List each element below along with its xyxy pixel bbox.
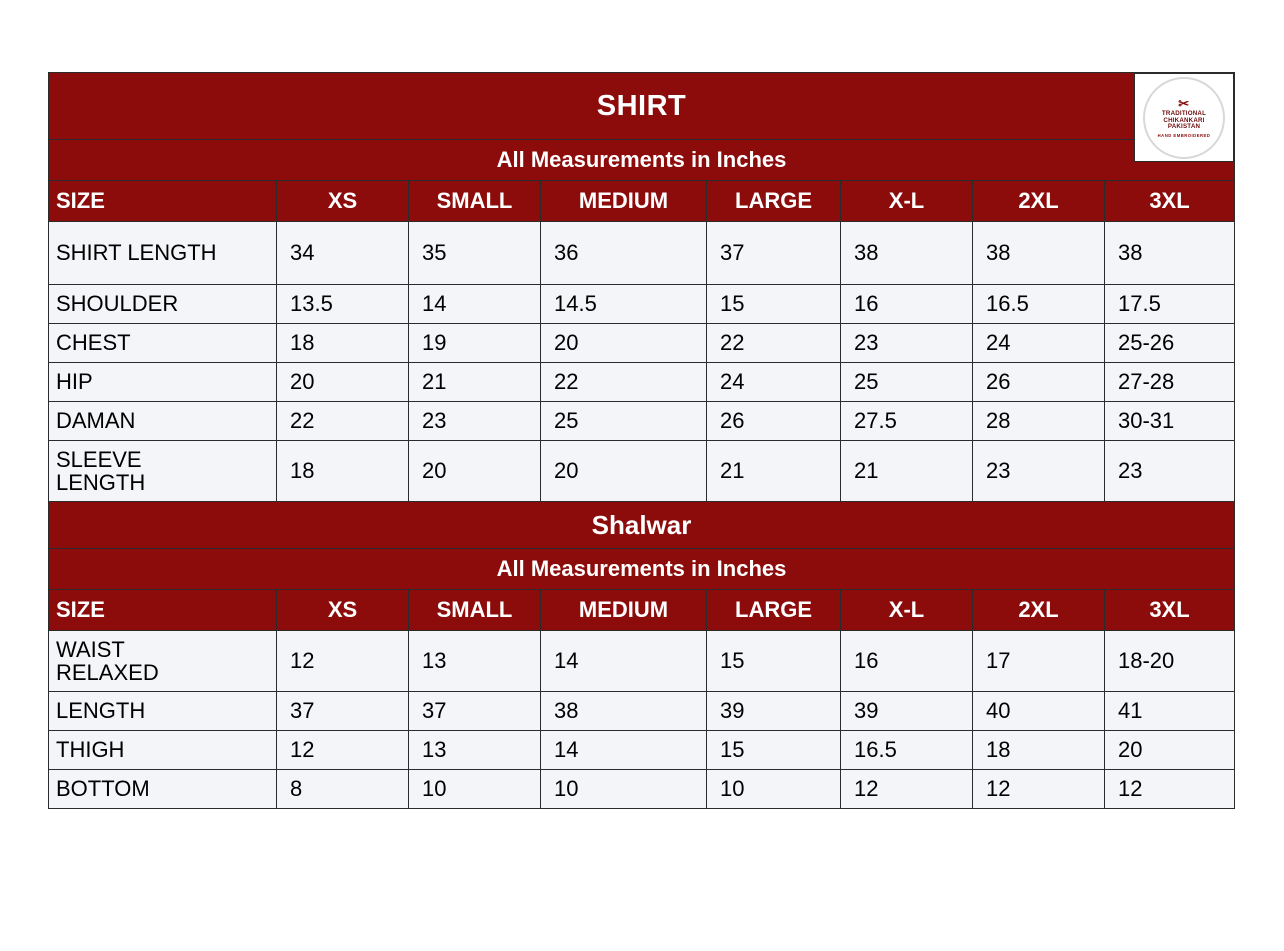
cell-value: 22 [277, 402, 409, 441]
cell-value: 38 [841, 222, 973, 285]
size-chart-table [48, 72, 1235, 809]
cell-value: 35 [409, 222, 541, 285]
shalwar-col-medium: MEDIUM [541, 590, 707, 631]
shirt-col-medium: MEDIUM [541, 181, 707, 222]
cell-value: 16 [841, 285, 973, 324]
row-label: SHOULDER [49, 285, 277, 324]
shalwar-title: Shalwar [49, 502, 1235, 549]
shirt-title-band [49, 73, 1235, 140]
table-row [49, 402, 1235, 441]
cell-value: 14 [541, 631, 707, 692]
cell-value: 10 [541, 770, 707, 809]
shalwar-col-xl: X-L [841, 590, 973, 631]
cell-value: 12 [1105, 770, 1235, 809]
cell-value: 28 [973, 402, 1105, 441]
cell-value: 14 [409, 285, 541, 324]
cell-value: 13 [409, 631, 541, 692]
cell-value: 20 [1105, 731, 1235, 770]
cell-value: 39 [707, 692, 841, 731]
cell-value: 27-28 [1105, 363, 1235, 402]
brand-logo [1134, 73, 1234, 162]
row-label: BOTTOM [49, 770, 277, 809]
table-row [49, 363, 1235, 402]
cell-value: 17 [973, 631, 1105, 692]
shalwar-col-2xl: 2XL [973, 590, 1105, 631]
cell-value: 34 [277, 222, 409, 285]
cell-value: 21 [841, 441, 973, 502]
cell-value: 37 [707, 222, 841, 285]
cell-value: 41 [1105, 692, 1235, 731]
cell-value: 36 [541, 222, 707, 285]
table-row [49, 441, 1235, 502]
cell-value: 12 [277, 731, 409, 770]
cell-value: 18 [277, 324, 409, 363]
cell-value: 10 [707, 770, 841, 809]
cell-value: 8 [277, 770, 409, 809]
shalwar-col-small: SMALL [409, 590, 541, 631]
cell-value: 23 [841, 324, 973, 363]
cell-value: 24 [973, 324, 1105, 363]
cell-value: 24 [707, 363, 841, 402]
cell-value: 16.5 [841, 731, 973, 770]
row-label: LENGTH [49, 692, 277, 731]
cell-value: 15 [707, 285, 841, 324]
shalwar-col-3xl: 3XL [1105, 590, 1235, 631]
cell-value: 13.5 [277, 285, 409, 324]
shirt-subtitle: All Measurements in Inches [49, 140, 1235, 181]
cell-value: 12 [841, 770, 973, 809]
cell-value: 12 [973, 770, 1105, 809]
row-label: CHEST [49, 324, 277, 363]
cell-value: 38 [1105, 222, 1235, 285]
shalwar-col-size: SIZE [49, 590, 277, 631]
cell-value: 20 [277, 363, 409, 402]
cell-value: 22 [707, 324, 841, 363]
cell-value: 14 [541, 731, 707, 770]
cell-value: 15 [707, 631, 841, 692]
table-row [49, 631, 1235, 692]
cell-value: 25-26 [1105, 324, 1235, 363]
shirt-title: SHIRT [596, 90, 687, 122]
cell-value: 18-20 [1105, 631, 1235, 692]
shirt-col-2xl: 2XL [973, 181, 1105, 222]
shalwar-subtitle-row [49, 549, 1235, 590]
row-label: WAIST RELAXED [49, 631, 277, 692]
logo-line-2: CHIKANKARI [1163, 116, 1205, 124]
logo-line-1: TRADITIONAL [1161, 110, 1207, 118]
logo-line-3: PAKISTAN [1167, 123, 1201, 131]
row-label: DAMAN [49, 402, 277, 441]
table-row [49, 285, 1235, 324]
table-row [49, 692, 1235, 731]
shirt-subtitle-row [49, 140, 1235, 181]
shirt-col-small: SMALL [409, 181, 541, 222]
cell-value: 17.5 [1105, 285, 1235, 324]
shirt-title-row [49, 73, 1235, 140]
cell-value: 15 [707, 731, 841, 770]
cell-value: 37 [277, 692, 409, 731]
cell-value: 30-31 [1105, 402, 1235, 441]
table-row [49, 731, 1235, 770]
cell-value: 21 [409, 363, 541, 402]
cell-value: 20 [409, 441, 541, 502]
cell-value: 25 [841, 363, 973, 402]
shalwar-subtitle: All Measurements in Inches [49, 549, 1235, 590]
shirt-col-size: SIZE [49, 181, 277, 222]
shirt-col-large: LARGE [707, 181, 841, 222]
cell-value: 37 [409, 692, 541, 731]
cell-value: 20 [541, 324, 707, 363]
shirt-header-row [49, 181, 1235, 222]
needle-thread-icon: ✂ [1178, 95, 1190, 111]
cell-value: 38 [541, 692, 707, 731]
cell-value: 26 [973, 363, 1105, 402]
row-label: SLEEVE LENGTH [49, 441, 277, 502]
shalwar-col-large: LARGE [707, 590, 841, 631]
shirt-col-3xl: 3XL [1105, 181, 1235, 222]
cell-value: 12 [277, 631, 409, 692]
table-row [49, 324, 1235, 363]
row-label: THIGH [49, 731, 277, 770]
cell-value: 38 [973, 222, 1105, 285]
row-label: SHIRT LENGTH [49, 222, 277, 285]
cell-value: 27.5 [841, 402, 973, 441]
shirt-col-xs: XS [277, 181, 409, 222]
cell-value: 13 [409, 731, 541, 770]
logo-line-4: HAND EMBROIDERED [1157, 132, 1211, 138]
shalwar-header-row [49, 590, 1235, 631]
row-label: HIP [49, 363, 277, 402]
cell-value: 23 [1105, 441, 1235, 502]
table-row [49, 770, 1235, 809]
cell-value: 25 [541, 402, 707, 441]
cell-value: 10 [409, 770, 541, 809]
cell-value: 23 [973, 441, 1105, 502]
cell-value: 20 [541, 441, 707, 502]
logo-circle [1143, 77, 1225, 159]
cell-value: 40 [973, 692, 1105, 731]
cell-value: 14.5 [541, 285, 707, 324]
cell-value: 18 [277, 441, 409, 502]
cell-value: 16.5 [973, 285, 1105, 324]
shirt-col-xl: X-L [841, 181, 973, 222]
cell-value: 26 [707, 402, 841, 441]
shalwar-col-xs: XS [277, 590, 409, 631]
cell-value: 16 [841, 631, 973, 692]
cell-value: 39 [841, 692, 973, 731]
table-row [49, 222, 1235, 285]
shalwar-title-row [49, 502, 1235, 549]
cell-value: 19 [409, 324, 541, 363]
cell-value: 18 [973, 731, 1105, 770]
size-chart-document [48, 72, 1234, 809]
cell-value: 22 [541, 363, 707, 402]
cell-value: 21 [707, 441, 841, 502]
cell-value: 23 [409, 402, 541, 441]
